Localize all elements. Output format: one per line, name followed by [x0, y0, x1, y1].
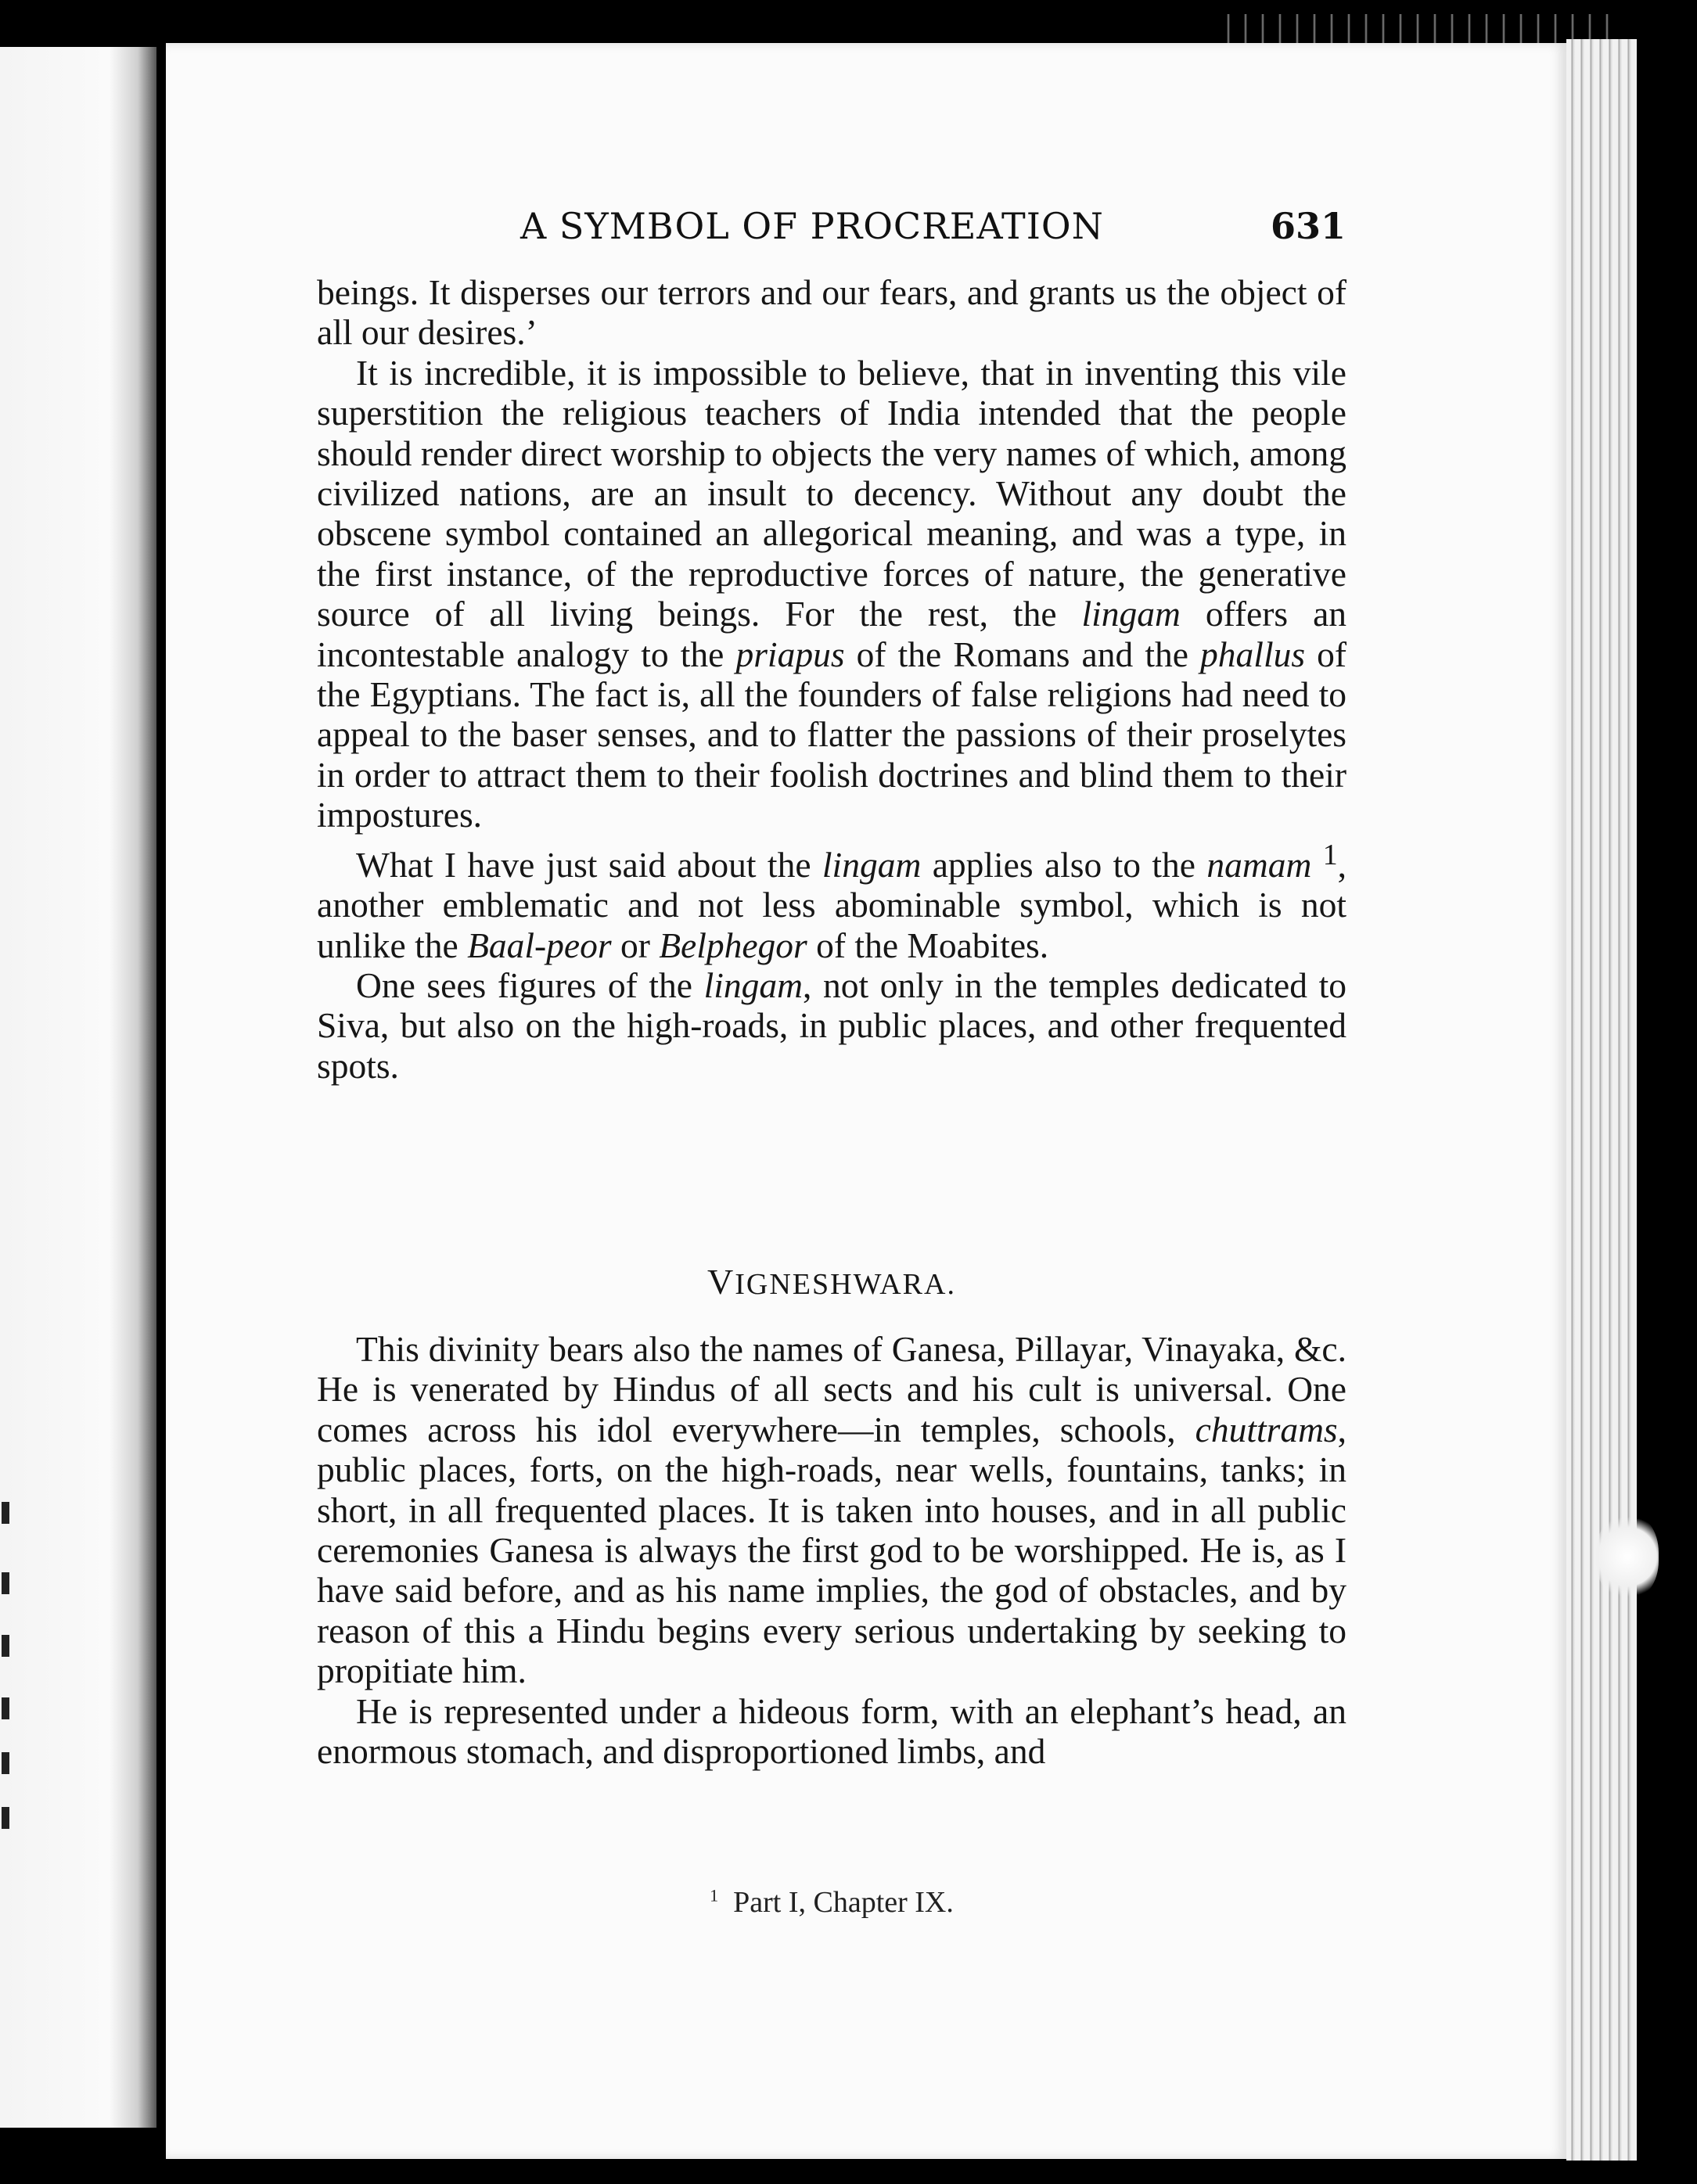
paragraph: One sees figures of the lingam, not only in the temples dedicated to Siva, but also on the high-roads, in public places, and other frequented spots. [317, 965, 1346, 1086]
paragraph: It is incredible, it is impossible to believe, that in inventing this vile superstition the religious teachers of India intended that the people should render direct worship to objects the very names of which, among civilized nations, are an insult to decency. Without any doubt the obscene symbol contained an allegorical meaning, and was a type, in the first instance, of the reproductive forces of nature, the generative source of all living beings. For the rest, the lingam offers an incontestable analogy to the priapus of the Romans and the phallus of the Egyptians. The fact is, all the founders of false religions had need to appeal to the baser senses, and to flatter the passions of their proselytes in order to attract them to their foolish doctrines and blind them to their impostures. [317, 352, 1347, 835]
running-head-title: A SYMBOL OF PROCREATION [520, 205, 1104, 247]
italic-term: phallus [1200, 634, 1306, 674]
body-text [317, 272, 1346, 1086]
paragraph: beings. It disperses our terrors and our fears, and grants us the object of all our desires.’ [317, 272, 1346, 353]
paper-damage [1596, 1514, 1659, 1600]
italic-term: lingam [1081, 594, 1181, 634]
facing-page-edge [0, 47, 156, 2128]
page-fore-edge [1566, 39, 1637, 2161]
footnote-marker: 1 [710, 1885, 719, 1906]
italic-term: chuttrams [1195, 1409, 1338, 1449]
italic-term: Baal-peor [467, 925, 612, 965]
paragraph: He is represented under a hideous form, with an elephant’s head, an enormous stomach, and disproportioned limbs, and [317, 1690, 1346, 1772]
paragraph: What I have just said about the lingam applies also to the namam $^1$, another emblematic and not less abominable symbol, which is not unlike the Baal-peor or Belphegor of the Moabites. [317, 838, 1347, 965]
italic-term: lingam [703, 965, 803, 1006]
running-head [321, 205, 1346, 260]
paragraph: This divinity bears also the names of Ganesa, Pillayar, Vinayaka, &c. He is venerated by Hindus of all sects and his cult is universal. One comes across his idol everywhere—in temples, schools, chuttrams, public places, forts, on the high-roads, near wells, fountains, tanks; in short, in all frequented places. It is taken into houses, and in all public ceremonies Ganesa is always the first god to be worshipped. He is, as I have said before, and as his name implies, the god of obstacles, and by reason of this a Hindu begins every serious undertaking by seeking to propitiate him. [317, 1329, 1347, 1691]
footnote-reference: 1 [1322, 838, 1338, 871]
section-heading: VIGNESHWARA. [707, 1262, 956, 1302]
italic-term: lingam [822, 844, 922, 885]
italic-term: priapus [735, 634, 845, 674]
scan-noise [1213, 14, 1620, 45]
footnote-text: Part I, Chapter IX. [733, 1886, 954, 1919]
footnote [317, 1885, 1346, 1920]
binding-marks [0, 1471, 16, 1893]
page-number: 631 [1270, 205, 1346, 247]
body-text-section [317, 1329, 1346, 1771]
italic-term: namam [1206, 844, 1312, 885]
italic-term: Belphegor [659, 925, 807, 965]
